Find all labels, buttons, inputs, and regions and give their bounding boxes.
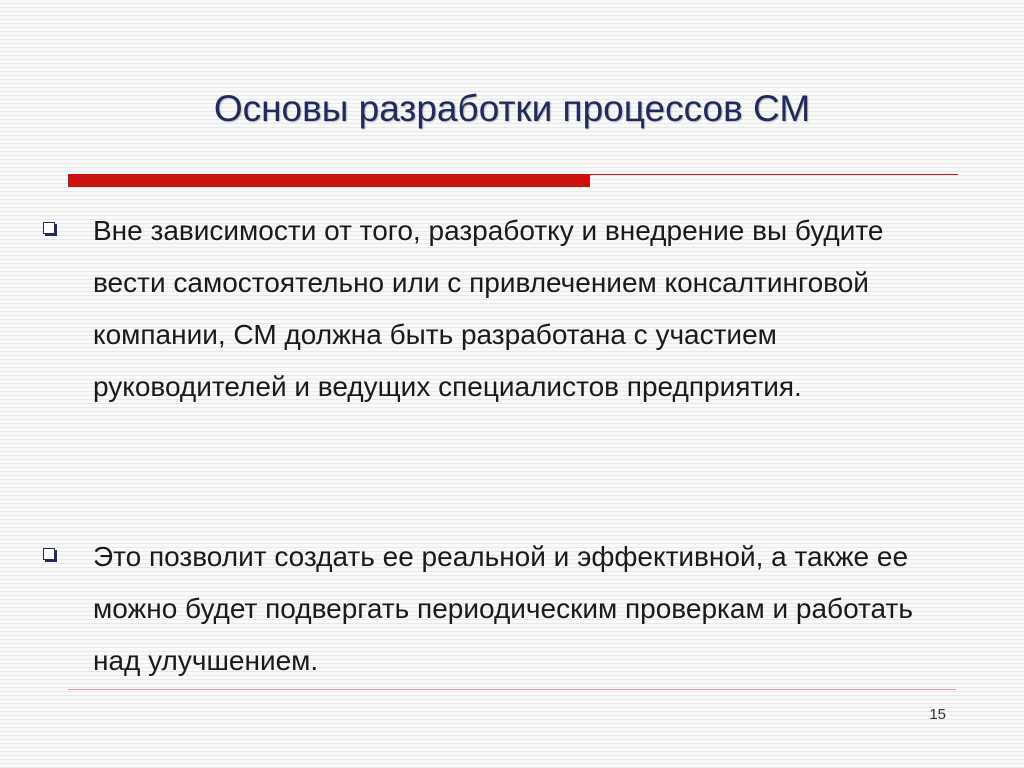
checkbox-square-icon (43, 548, 55, 560)
page-number: 15 (929, 706, 946, 723)
bullet-text: Вне зависимости от того, разработку и внедрение вы будите вести самостоятельно или с привлечением консалтинговой компании, СМ должна быть разработана с участием руководителей и ведущих специалистов предприятия. (93, 215, 884, 402)
checkbox-square-icon (43, 222, 55, 234)
title-underline-thick (68, 174, 590, 187)
bullet-text: Это позволит создать ее реальной и эффективной, а также ее можно будет подвергать периодическим проверкам и работать над улучшением. (93, 541, 913, 676)
slide-title: Основы разработки процессов СМ (213, 88, 811, 129)
footer-divider (68, 689, 956, 690)
title-underline-thin (590, 174, 958, 175)
